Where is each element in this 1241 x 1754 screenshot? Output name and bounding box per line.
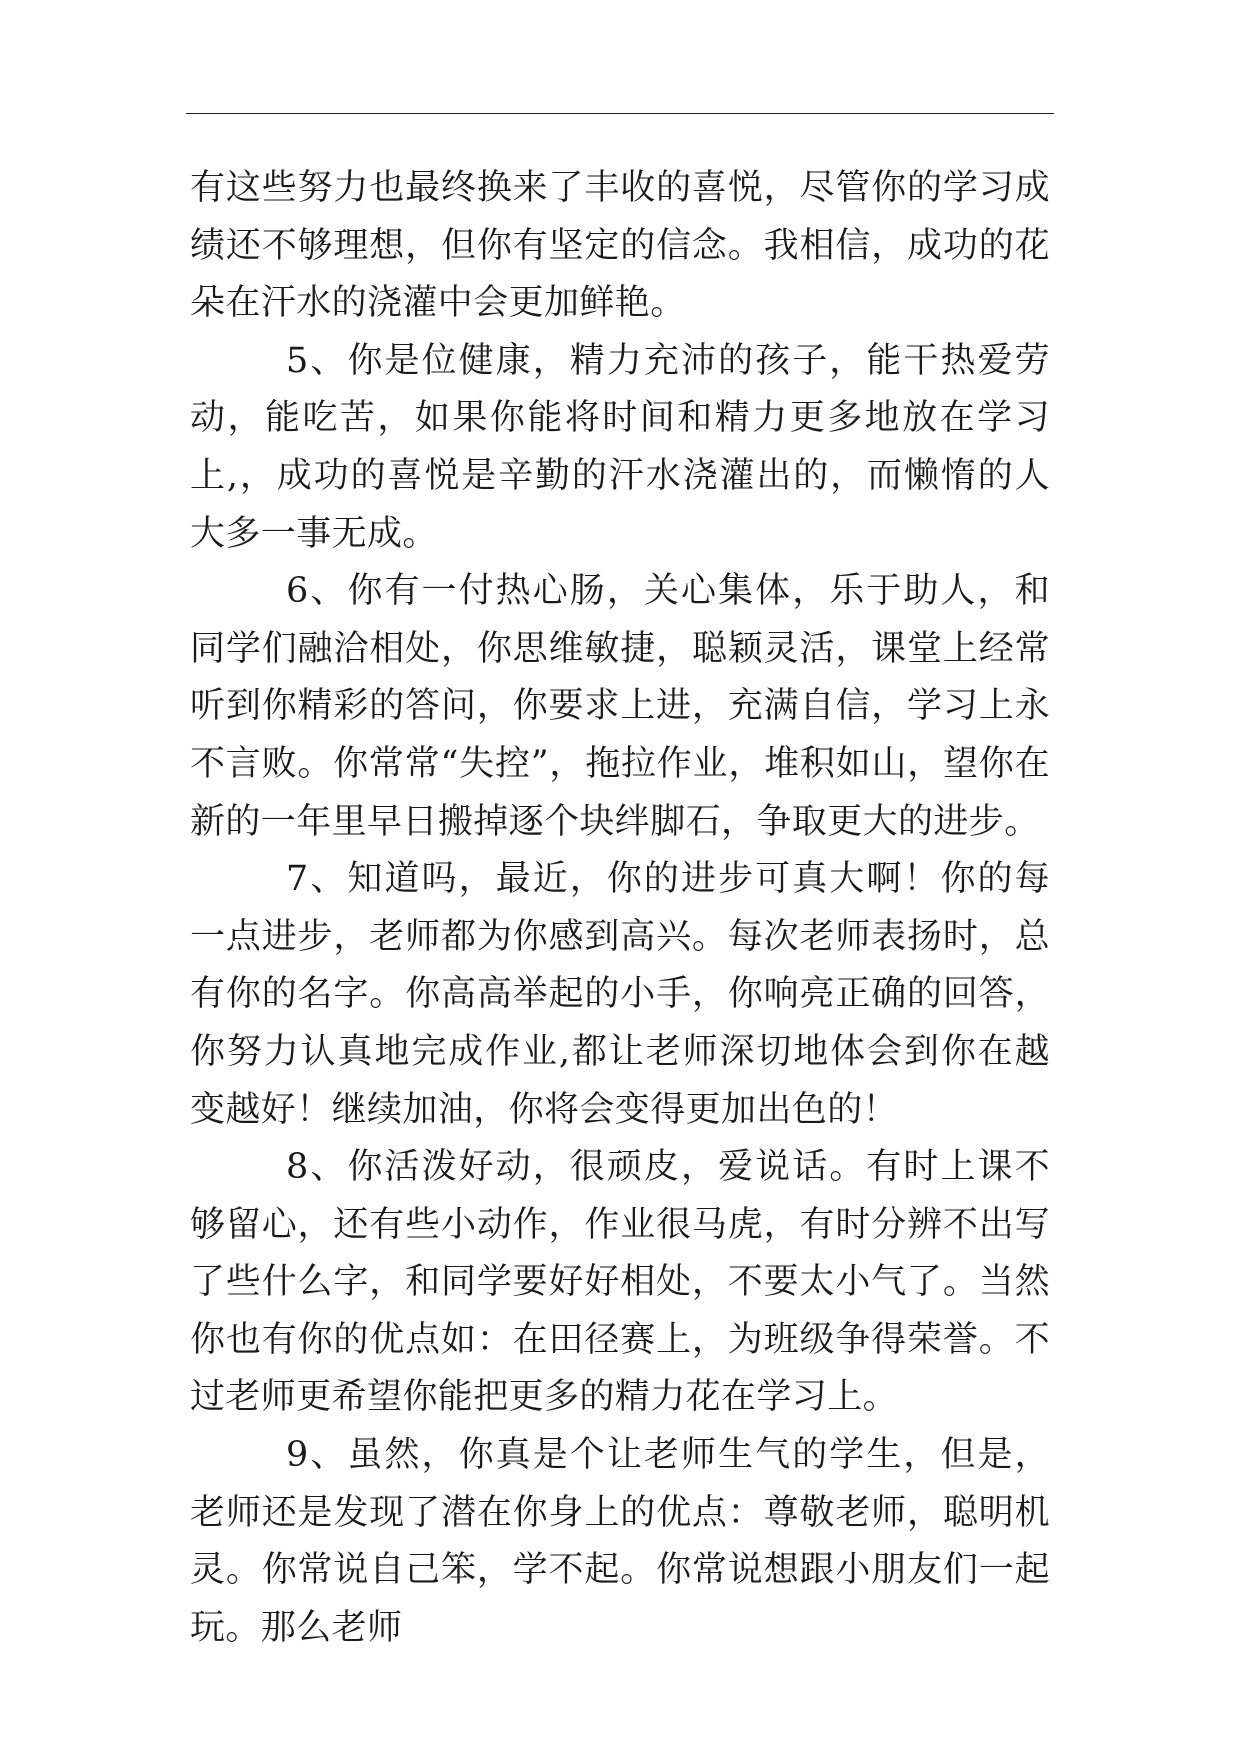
paragraph-item-5: 5、你是位健康，精力充沛的孩子，能干热爱劳动，能吃苦，如果你能将时间和精力更多地放在学习上,，成功的喜悦是辛勤的汗水浇灌出的，而懒惰的人大多一事无成。 [190,340,1050,554]
paragraph-item-7: 7、知道吗，最近，你的进步可真大啊！你的每一点进步，老师都为你感到高兴。每次老师表扬时，总有你的名字。你高高举起的小手，你响亮正确的回答，你努力认真地完成作业,都让老师深切地体会到你在越变越好！继续加油，你将会变得更加出色的！ [190,859,1050,1130]
header-rule [186,113,1054,114]
paragraph-item-6: 6、你有一付热心肠，关心集体，乐于助人，和同学们融洽相处，你思维敏捷，聪颖灵活，课堂上经常听到你精彩的答问，你要求上进，充满自信，学习上永不言败。你常常“失控”，拖拉作业，堆积如山，望你在新的一年里早日搬掉逐个块绊脚石，争取更大的进步。 [190,571,1050,842]
paragraph-item-8: 8、你活泼好动，很顽皮，爱说话。有时上课不够留心，还有些小动作，作业很马虎，有时分辨不出写了些什么字，和同学要好好相处，不要太小气了。当然你也有你的优点如：在田径赛上，为班级争得荣誉。不过老师更希望你能把更多的精力花在学习上。 [190,1147,1050,1418]
paragraph-continuation: 有这些努力也最终换来了丰收的喜悦，尽管你的学习成绩还不够理想，但你有坚定的信念。我相信，成功的花朵在汗水的浇灌中会更加鲜艳。 [190,168,1050,324]
paragraph-item-9: 9、虽然，你真是个让老师生气的学生，但是，老师还是发现了潜在你身上的优点：尊敬老师，聪明机灵。你常说自己笨，学不起。你常说想跟小朋友们一起玩。那么老师 [190,1435,1050,1648]
document-body [190,160,1050,1657]
